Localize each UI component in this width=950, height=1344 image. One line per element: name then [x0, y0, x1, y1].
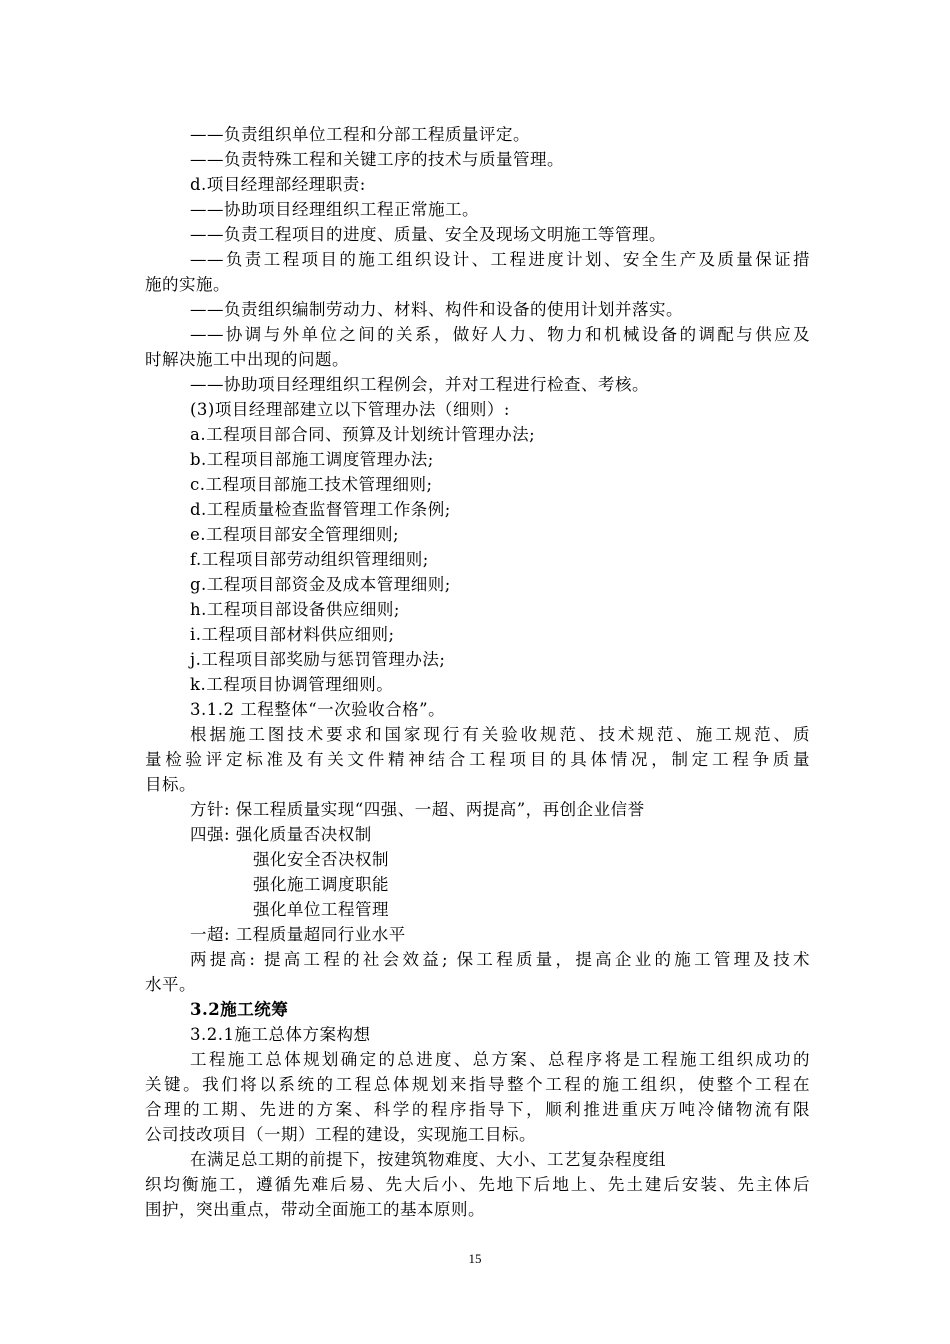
section-heading: 3.2施工统筹 [190, 1000, 289, 1019]
list-item: k.工程项目协调管理细则。 [190, 675, 394, 694]
text-line: 强化施工调度职能 [253, 875, 389, 894]
list-item: h.工程项目部设备供应细则; [190, 600, 400, 619]
text-line: 一超: 工程质量超同行业水平 [190, 925, 406, 944]
text-line: ——协助项目经理组织工程正常施工。 [190, 200, 479, 219]
text-line: 根据施工图技术要求和国家现行有关验收规范、技术规范、施工规范、质 [190, 725, 810, 744]
text-line: 强化单位工程管理 [253, 900, 389, 919]
list-item: i.工程项目部材料供应细则; [190, 625, 395, 644]
text-line: ——负责工程项目的进度、质量、安全及现场文明施工等管理。 [190, 225, 666, 244]
text-line: 在满足总工期的前提下，按建筑物难度、大小、工艺复杂程度组 [190, 1150, 666, 1169]
text-line: 强化安全否决权制 [253, 850, 389, 869]
text-line: ——负责组织编制劳动力、材料、构件和设备的使用计划并落实。 [190, 300, 683, 319]
list-item: f.工程项目部劳动组织管理细则; [190, 550, 429, 569]
text-line: ——负责工程项目的施工组织设计、工程进度计划、安全生产及质量保证措 [190, 250, 810, 269]
list-item: b.工程项目部施工调度管理办法; [190, 450, 434, 469]
text-line: ——负责特殊工程和关键工序的技术与质量管理。 [190, 150, 564, 169]
list-item: j.工程项目部奖励与惩罚管理办法; [190, 650, 446, 669]
text-line: 施的实施。 [145, 275, 230, 294]
text-line: 方针: 保工程质量实现“四强、一超、两提高”，再创企业信誉 [190, 800, 645, 819]
text-line: 合理的工期、先进的方案、科学的程序指导下，顺利推进重庆万吨冷储物流有限 [145, 1100, 810, 1119]
text-line: 四强: 强化质量否决权制 [190, 825, 372, 844]
subsection-heading: 3.2.1施工总体方案构想 [190, 1025, 371, 1044]
list-item: c.工程项目部施工技术管理细则; [190, 475, 433, 494]
text-line: 织均衡施工，遵循先难后易、先大后小、先地下后地上、先土建后安装、先主体后 [145, 1175, 810, 1194]
page-body [145, 122, 810, 1222]
text-line: 工程施工总体规划确定的总进度、总方案、总程序将是工程施工组织成功的 [190, 1050, 810, 1069]
subsection-heading: 3.1.2 工程整体“一次验收合格”。 [190, 700, 446, 719]
text-line: d.项目经理部经理职责: [190, 175, 366, 194]
list-item: d.工程质量检查监督管理工作条例; [190, 500, 451, 519]
text-line: 公司技改项目（一期）工程的建设，实现施工目标。 [145, 1125, 536, 1144]
text-line: ——协调与外单位之间的关系，做好人力、物力和机械设备的调配与供应及 [190, 325, 810, 344]
text-line: 关键。我们将以系统的工程总体规划来指导整个工程的施工组织，使整个工程在 [145, 1075, 810, 1094]
text-line: 时解决施工中出现的问题。 [145, 350, 349, 369]
text-line: 量检验评定标准及有关文件精神结合工程项目的具体情况，制定工程争质量 [145, 750, 810, 769]
text-line: ——负责组织单位工程和分部工程质量评定。 [190, 125, 530, 144]
section-heading: (3)项目经理部建立以下管理办法（细则）: [190, 400, 510, 419]
text-line: 目标。 [145, 775, 196, 794]
text-line: 两提高: 提高工程的社会效益; 保工程质量，提高企业的施工管理及技术 [190, 950, 810, 969]
text-line: ——协助项目经理组织工程例会，并对工程进行检查、考核。 [190, 375, 649, 394]
page-number: 15 [468, 1251, 482, 1266]
text-line: 围护，突出重点，带动全面施工的基本原则。 [145, 1200, 485, 1219]
list-item: a.工程项目部合同、预算及计划统计管理办法; [190, 425, 536, 444]
list-item: g.工程项目部资金及成本管理细则; [190, 575, 451, 594]
text-line: 水平。 [145, 975, 196, 994]
list-item: e.工程项目部安全管理细则; [190, 525, 400, 544]
